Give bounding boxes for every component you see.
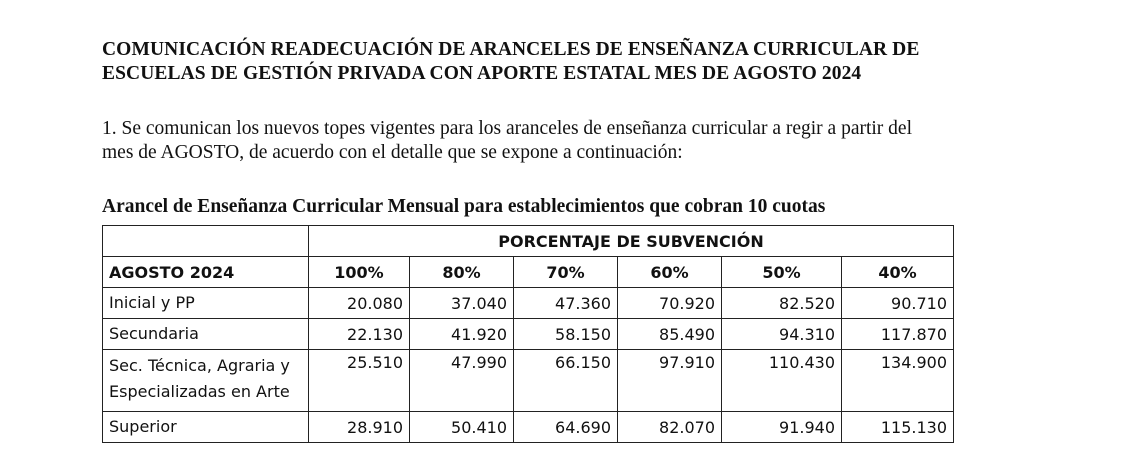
table-cell: 97.910 [618,350,722,412]
table-cell: 110.430 [722,350,842,412]
table-cell: 82.070 [618,412,722,443]
table-cell: 70.920 [618,288,722,319]
column-header-60: 60% [618,257,722,288]
title-line-2: ESCUELAS DE GESTIÓN PRIVADA CON APORTE ESTATAL MES DE AGOSTO 2024 [102,63,862,84]
column-header-100: 100% [309,257,410,288]
table-cell: 64.690 [514,412,618,443]
column-header-70: 70% [514,257,618,288]
table-cell: 41.920 [410,319,514,350]
table-cell: 94.310 [722,319,842,350]
title-line-1: COMUNICACIÓN READECUACIÓN DE ARANCELES DE ENSEÑANZA CURRICULAR DE [102,39,920,60]
table-cell: 115.130 [842,412,954,443]
empty-corner-cell [103,226,309,257]
row-label-secundaria: Secundaria [103,319,309,350]
table-column-header-row [103,257,954,288]
intro-line-1: 1. Se comunican los nuevos topes vigentes para los aranceles de enseñanza curricular a regir a partir del [102,118,913,139]
row-label-superior: Superior [103,412,309,443]
intro-paragraph [102,117,1082,165]
table-cell: 50.410 [410,412,514,443]
row-header-cell: AGOSTO 2024 [103,257,309,288]
table-cell: 47.990 [410,350,514,412]
table-cell: 91.940 [722,412,842,443]
document-body [102,38,1082,218]
table-cell: 20.080 [309,288,410,319]
column-header-80: 80% [410,257,514,288]
aranceles-table [102,225,954,443]
column-header-50: 50% [722,257,842,288]
table-row [103,412,954,443]
row-label-inicial: Inicial y PP [103,288,309,319]
table-cell: 37.040 [410,288,514,319]
table-cell: 117.870 [842,319,954,350]
table-row [103,288,954,319]
row-label-line-1: Sec. Técnica, Agraria y [109,356,290,375]
table-row [103,319,954,350]
table-group-header-row [103,226,954,257]
table-cell: 58.150 [514,319,618,350]
table-cell: 82.520 [722,288,842,319]
intro-line-2: mes de AGOSTO, de acuerdo con el detalle que se expone a continuación: [102,142,683,163]
column-header-40: 40% [842,257,954,288]
table-cell: 22.130 [309,319,410,350]
table-cell: 85.490 [618,319,722,350]
table-cell: 28.910 [309,412,410,443]
table-cell: 25.510 [309,350,410,412]
table-caption: Arancel de Enseñanza Curricular Mensual para establecimientos que cobran 10 cuotas [102,196,826,217]
row-label-sec-tecnica [103,350,309,412]
subsidy-percentage-header: PORCENTAJE DE SUBVENCIÓN [309,226,954,257]
table-cell: 66.150 [514,350,618,412]
table-row [103,350,954,412]
table-cell: 134.900 [842,350,954,412]
document-title [102,38,1082,86]
row-label-line-2: Especializadas en Arte [109,382,290,401]
table-cell: 47.360 [514,288,618,319]
table-cell: 90.710 [842,288,954,319]
